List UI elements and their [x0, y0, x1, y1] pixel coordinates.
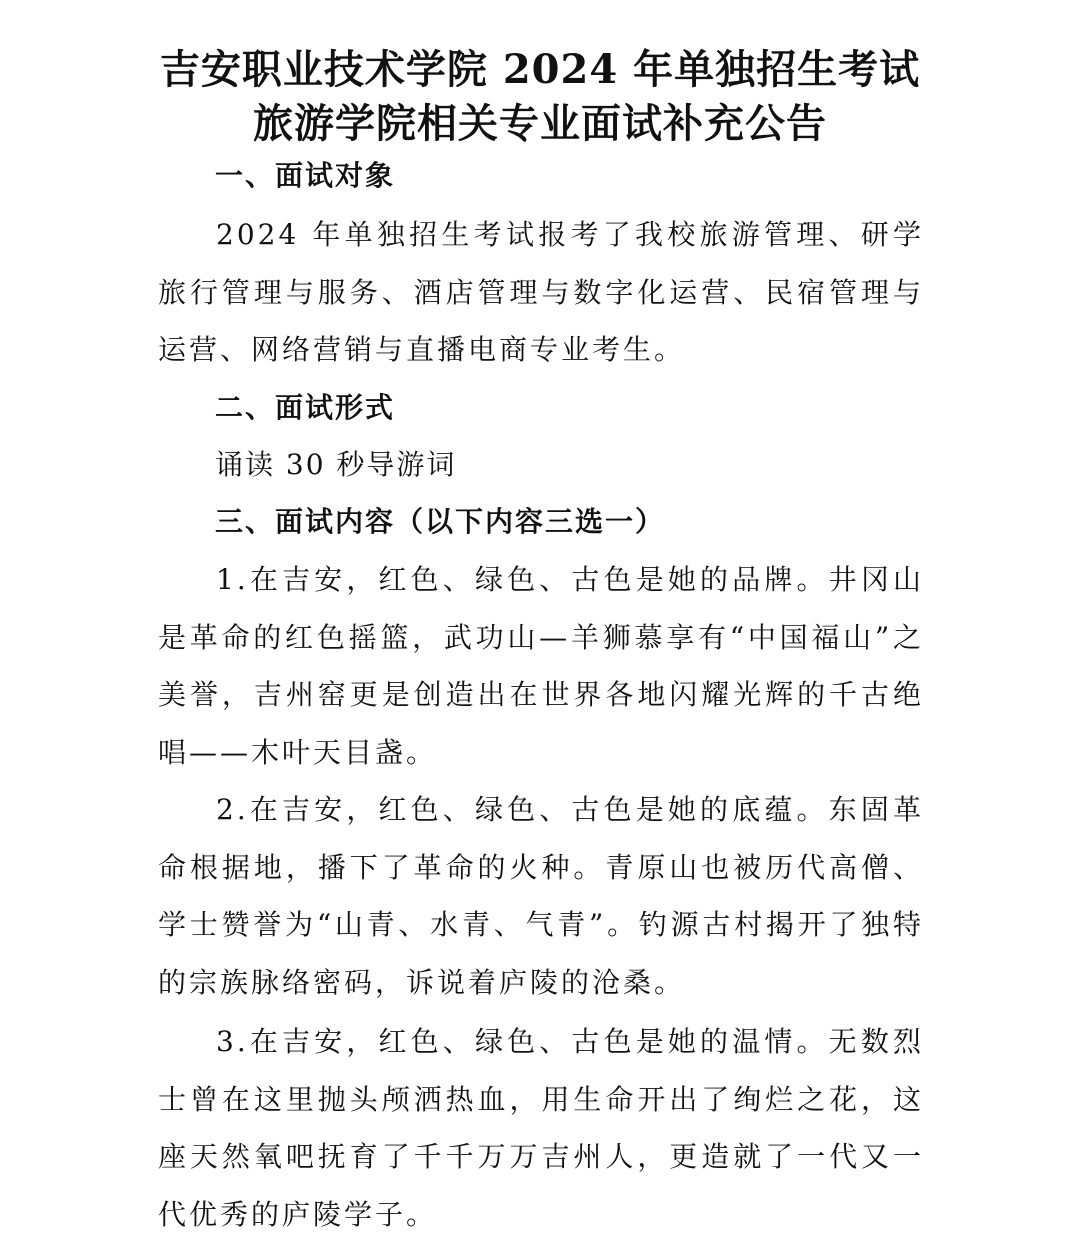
section-heading-interview-target: 一、面试对象	[215, 159, 396, 192]
section-heading-interview-format: 二、面试形式	[215, 391, 396, 424]
paragraph-content-option-2: 2.在吉安，红色、绿色、古色是她的底蕴。东固革命根据地，播下了革命的火种。青原山也被历代高僧、学士赞誉为“山青、水青、气青”。钓源古村揭开了独特的宗族脉络密码，诉说着庐陵的沧桑。	[158, 793, 924, 999]
document-title-line-1: 吉安职业技术学院 2024 年单独招生考试	[159, 46, 921, 93]
paragraph-interview-format: 诵读 30 秒导游词	[215, 448, 457, 481]
paragraph-interview-target: 2024 年单独招生考试报考了我校旅游管理、研学旅行管理与服务、酒店管理与数字化运营、民宿管理与运营、网络营销与直播电商专业考生。	[158, 218, 924, 366]
paragraph-content-option-3: 3.在吉安，红色、绿色、古色是她的温情。无数烈士曾在这里抛头颅洒热血，用生命开出了绚烂之花，这座天然氧吧抚育了千千万万吉州人，更造就了一代又一代优秀的庐陵学子。	[158, 1025, 924, 1231]
paragraph-content-option-1: 1.在吉安，红色、绿色、古色是她的品牌。井冈山是革命的红色摇篮，武功山—羊狮慕享有“中国福山”之美誉，吉州窑更是创造出在世界各地闪耀光辉的千古绝唱——木叶天目盏。	[158, 563, 924, 769]
document-title-line-2: 旅游学院相关专业面试补充公告	[253, 100, 827, 147]
section-heading-interview-content: 三、面试内容（以下内容三选一）	[215, 505, 666, 538]
